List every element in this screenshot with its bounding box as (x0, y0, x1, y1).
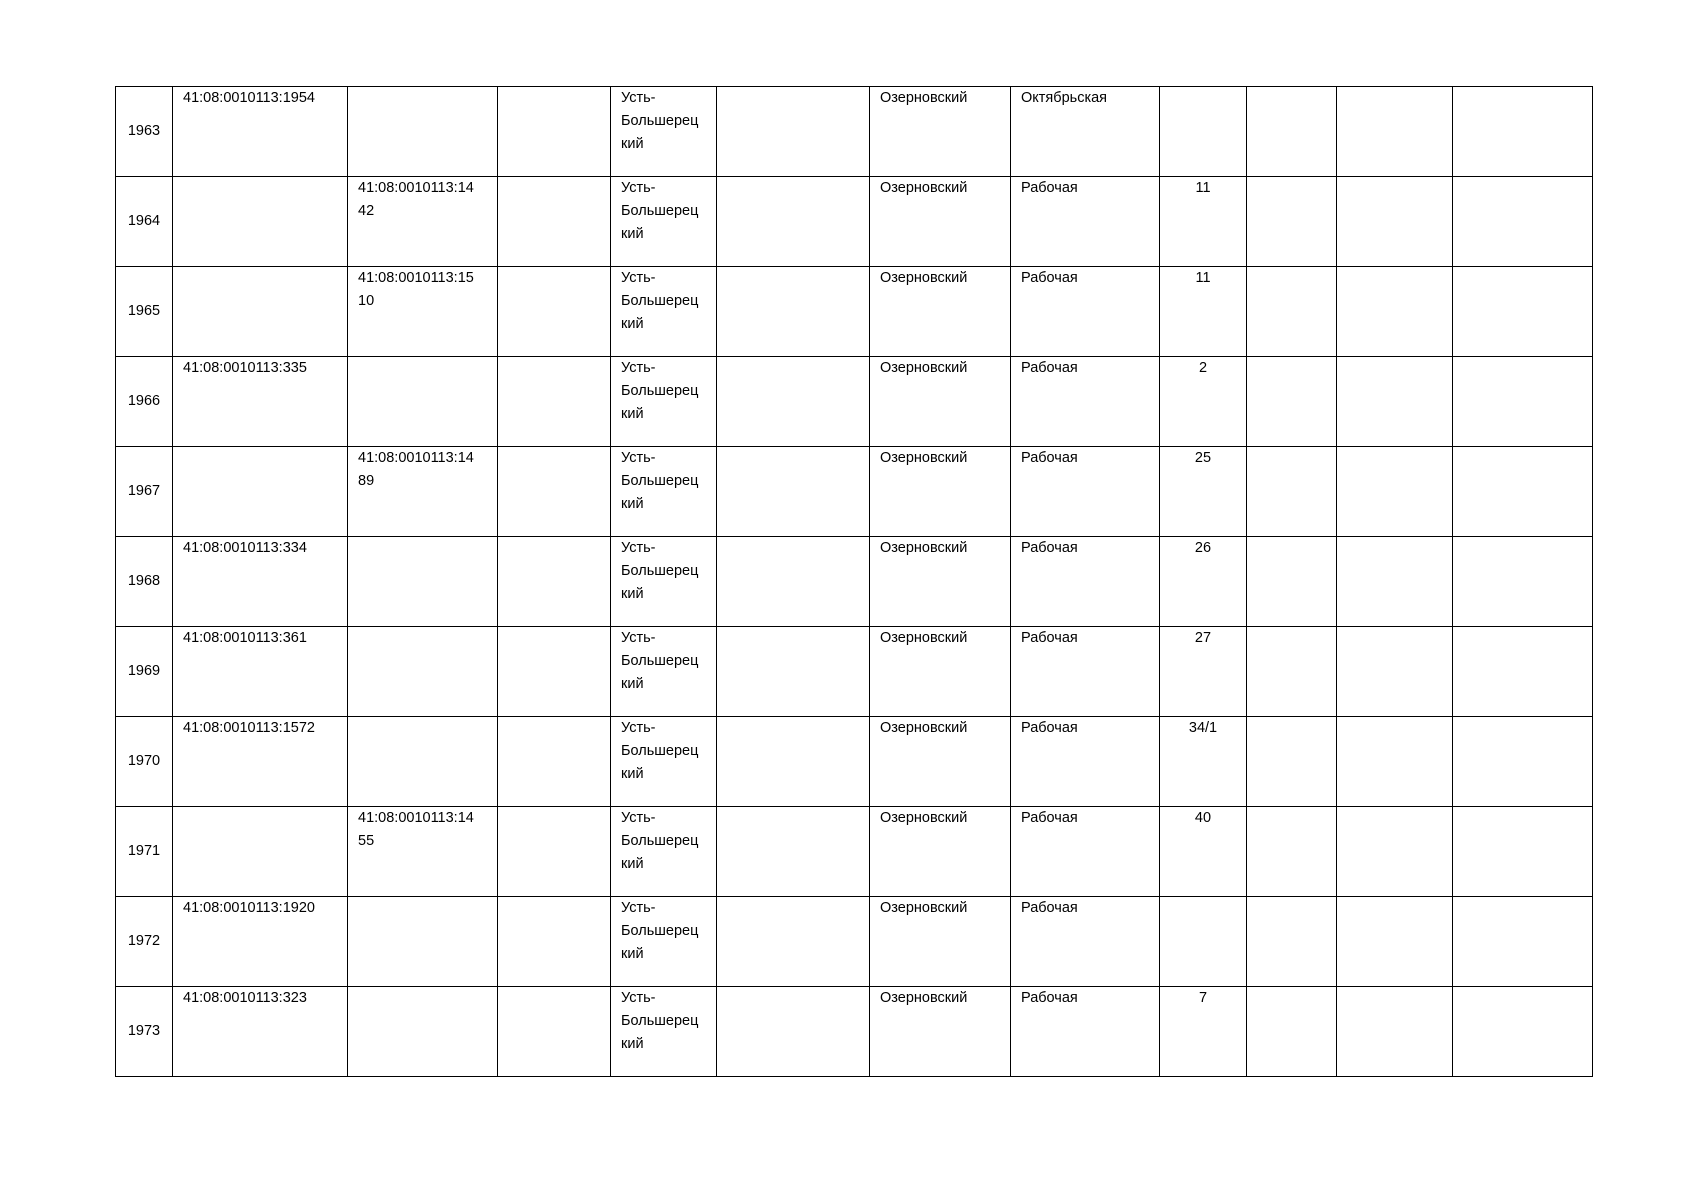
empty-cell (717, 357, 870, 447)
house-number-cell: 40 (1160, 807, 1247, 897)
settlement-cell: Озерновский (870, 807, 1011, 897)
district-cell: Усть- Большерец кий (611, 267, 717, 357)
empty-cell (717, 177, 870, 267)
empty-cell (1453, 717, 1593, 807)
table-row (116, 357, 1593, 447)
cadastral-number-alt-cell (348, 897, 498, 987)
street-cell: Рабочая (1011, 807, 1160, 897)
empty-cell (1337, 447, 1453, 537)
house-number-cell: 11 (1160, 177, 1247, 267)
district-cell: Усть- Большерец кий (611, 357, 717, 447)
settlement-cell: Озерновский (870, 717, 1011, 807)
street-cell: Рабочая (1011, 177, 1160, 267)
cadastral-number-cell: 41:08:0010113:361 (173, 627, 348, 717)
empty-cell (717, 537, 870, 627)
empty-cell (717, 627, 870, 717)
row-number-cell: 1964 (116, 177, 173, 267)
row-number-cell: 1971 (116, 807, 173, 897)
cadastral-number-cell: 41:08:0010113:323 (173, 987, 348, 1077)
table-row (116, 447, 1593, 537)
cadastral-number-cell: 41:08:0010113:335 (173, 357, 348, 447)
empty-cell (1337, 987, 1453, 1077)
cadastral-number-cell: 41:08:0010113:1572 (173, 717, 348, 807)
empty-cell (498, 807, 611, 897)
cadastral-number-cell (173, 807, 348, 897)
empty-cell (1247, 267, 1337, 357)
cadastral-number-alt-cell (348, 717, 498, 807)
row-number-cell: 1965 (116, 267, 173, 357)
street-cell: Рабочая (1011, 627, 1160, 717)
empty-cell (1337, 357, 1453, 447)
settlement-cell: Озерновский (870, 627, 1011, 717)
empty-cell (717, 87, 870, 177)
cadastral-number-cell (173, 177, 348, 267)
settlement-cell: Озерновский (870, 987, 1011, 1077)
house-number-cell: 25 (1160, 447, 1247, 537)
district-cell: Усть- Большерец кий (611, 987, 717, 1077)
house-number-cell (1160, 897, 1247, 987)
district-cell: Усть- Большерец кий (611, 177, 717, 267)
row-number-cell: 1963 (116, 87, 173, 177)
row-number-cell: 1972 (116, 897, 173, 987)
empty-cell (1453, 897, 1593, 987)
cadastral-number-cell (173, 267, 348, 357)
empty-cell (498, 357, 611, 447)
empty-cell (1337, 897, 1453, 987)
empty-cell (1337, 267, 1453, 357)
street-cell: Рабочая (1011, 447, 1160, 537)
street-cell: Рабочая (1011, 267, 1160, 357)
table-body (116, 87, 1593, 1077)
street-cell: Рабочая (1011, 717, 1160, 807)
table-row (116, 897, 1593, 987)
row-number-cell: 1967 (116, 447, 173, 537)
empty-cell (1453, 267, 1593, 357)
empty-cell (1247, 537, 1337, 627)
district-cell: Усть- Большерец кий (611, 87, 717, 177)
table-row (116, 987, 1593, 1077)
row-number-cell: 1969 (116, 627, 173, 717)
cadastral-number-alt-cell (348, 87, 498, 177)
empty-cell (498, 177, 611, 267)
table-row (116, 807, 1593, 897)
empty-cell (1337, 177, 1453, 267)
cadastral-number-alt-cell: 41:08:0010113:15 10 (348, 267, 498, 357)
empty-cell (1247, 717, 1337, 807)
cadastral-number-alt-cell: 41:08:0010113:14 89 (348, 447, 498, 537)
empty-cell (498, 537, 611, 627)
street-cell: Рабочая (1011, 537, 1160, 627)
house-number-cell: 34/1 (1160, 717, 1247, 807)
empty-cell (498, 447, 611, 537)
table-row (116, 627, 1593, 717)
empty-cell (498, 627, 611, 717)
empty-cell (1337, 537, 1453, 627)
table-row (116, 177, 1593, 267)
street-cell: Рабочая (1011, 987, 1160, 1077)
empty-cell (498, 87, 611, 177)
empty-cell (1453, 357, 1593, 447)
cadastral-number-alt-cell (348, 987, 498, 1077)
cadastral-number-cell: 41:08:0010113:334 (173, 537, 348, 627)
district-cell: Усть- Большерец кий (611, 447, 717, 537)
settlement-cell: Озерновский (870, 447, 1011, 537)
empty-cell (1247, 807, 1337, 897)
street-cell: Рабочая (1011, 897, 1160, 987)
empty-cell (1247, 627, 1337, 717)
cadastral-number-cell (173, 447, 348, 537)
street-cell: Октябрьская (1011, 87, 1160, 177)
table-row (116, 717, 1593, 807)
settlement-cell: Озерновский (870, 267, 1011, 357)
empty-cell (1247, 177, 1337, 267)
empty-cell (717, 717, 870, 807)
empty-cell (1247, 897, 1337, 987)
empty-cell (1247, 357, 1337, 447)
district-cell: Усть- Большерец кий (611, 537, 717, 627)
house-number-cell: 11 (1160, 267, 1247, 357)
house-number-cell: 27 (1160, 627, 1247, 717)
cadastral-number-alt-cell: 41:08:0010113:14 42 (348, 177, 498, 267)
row-number-cell: 1970 (116, 717, 173, 807)
district-cell: Усть- Большерец кий (611, 897, 717, 987)
empty-cell (1337, 807, 1453, 897)
empty-cell (1453, 177, 1593, 267)
empty-cell (717, 447, 870, 537)
cadastral-number-alt-cell: 41:08:0010113:14 55 (348, 807, 498, 897)
district-cell: Усть- Большерец кий (611, 807, 717, 897)
house-number-cell (1160, 87, 1247, 177)
empty-cell (1337, 717, 1453, 807)
empty-cell (498, 897, 611, 987)
cadastral-number-cell: 41:08:0010113:1954 (173, 87, 348, 177)
empty-cell (1453, 627, 1593, 717)
cadastral-number-alt-cell (348, 537, 498, 627)
empty-cell (1453, 987, 1593, 1077)
district-cell: Усть- Большерец кий (611, 627, 717, 717)
empty-cell (1453, 87, 1593, 177)
settlement-cell: Озерновский (870, 87, 1011, 177)
empty-cell (717, 987, 870, 1077)
empty-cell (1453, 807, 1593, 897)
street-cell: Рабочая (1011, 357, 1160, 447)
district-cell: Усть- Большерец кий (611, 717, 717, 807)
empty-cell (1247, 987, 1337, 1077)
table-row (116, 87, 1593, 177)
table-row (116, 267, 1593, 357)
empty-cell (1337, 627, 1453, 717)
empty-cell (498, 267, 611, 357)
empty-cell (717, 897, 870, 987)
empty-cell (1247, 447, 1337, 537)
cadastral-number-alt-cell (348, 357, 498, 447)
settlement-cell: Озерновский (870, 537, 1011, 627)
house-number-cell: 2 (1160, 357, 1247, 447)
settlement-cell: Озерновский (870, 177, 1011, 267)
row-number-cell: 1966 (116, 357, 173, 447)
empty-cell (1453, 537, 1593, 627)
empty-cell (1247, 87, 1337, 177)
row-number-cell: 1973 (116, 987, 173, 1077)
house-number-cell: 26 (1160, 537, 1247, 627)
empty-cell (1337, 87, 1453, 177)
empty-cell (717, 807, 870, 897)
cadastral-number-cell: 41:08:0010113:1920 (173, 897, 348, 987)
settlement-cell: Озерновский (870, 897, 1011, 987)
cadastral-number-alt-cell (348, 627, 498, 717)
settlement-cell: Озерновский (870, 357, 1011, 447)
empty-cell (1453, 447, 1593, 537)
empty-cell (498, 987, 611, 1077)
empty-cell (717, 267, 870, 357)
empty-cell (498, 717, 611, 807)
address-registry-table (115, 86, 1593, 1077)
house-number-cell: 7 (1160, 987, 1247, 1077)
row-number-cell: 1968 (116, 537, 173, 627)
table-row (116, 537, 1593, 627)
